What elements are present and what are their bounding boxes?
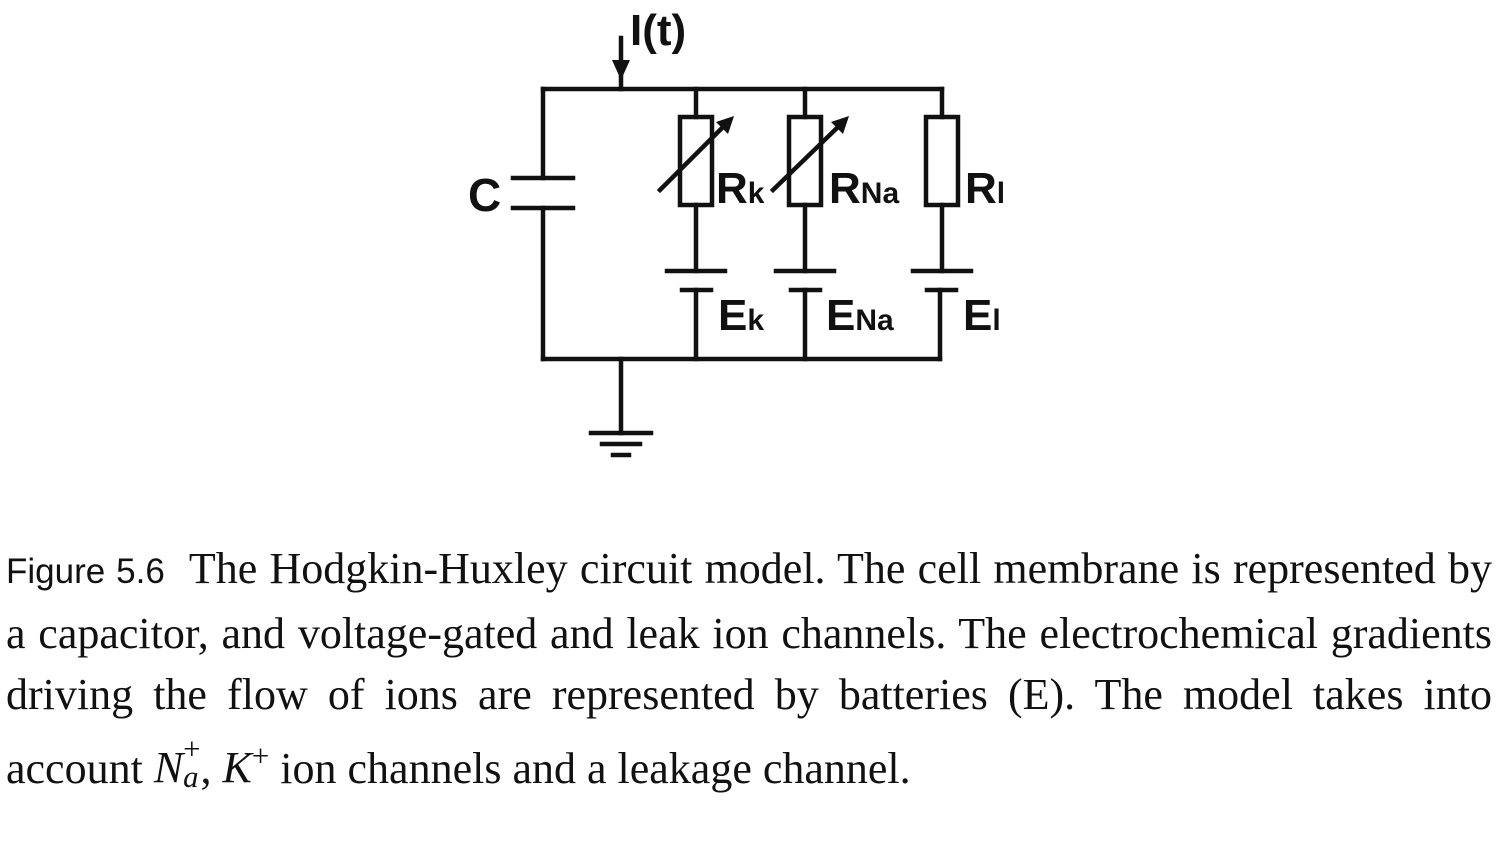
capacitor [513,89,573,359]
resistor-k-label: Rk [716,164,765,213]
math-k-plus: K+ [222,738,270,793]
caption-text-part-2: ion channels and a leakage channel. [280,743,911,793]
resistor-k [680,117,712,205]
caption-text-part-1: The Hodgkin-Huxley circuit model. The cell membrane is represented by a capacitor, and voltage-gated and leak ion channels. The electrochemical gradients driving the flow of ions are represented by batteries (E). The model takes into account [6,544,1492,793]
resistor-na-label: RNa [829,164,900,213]
math-na-plus: N + a [153,732,201,795]
current-label: I(t) [630,6,687,55]
figure-label: Figure 5.6 [6,552,165,591]
battery-leak-label: El [963,291,1001,340]
battery-k-label: Ek [718,291,765,340]
caption-separator: , [200,743,212,793]
figure-caption [6,538,1492,799]
capacitor-label: C [468,169,502,221]
resistor-leak [926,117,958,205]
battery-na-label: ENa [826,291,894,340]
resistor-leak-label: Rl [965,164,1006,213]
ground-icon [591,359,651,455]
current-input-arrow [612,38,630,89]
